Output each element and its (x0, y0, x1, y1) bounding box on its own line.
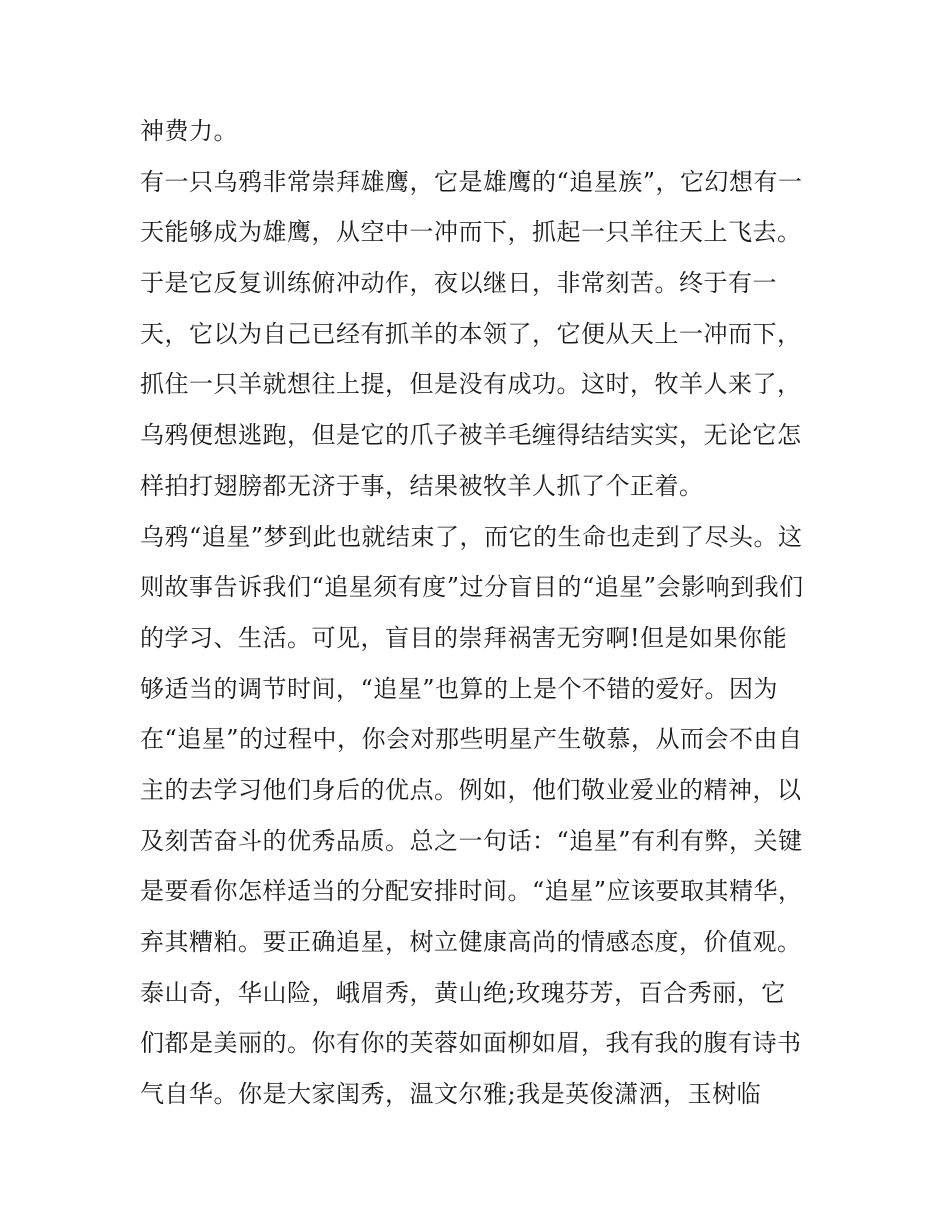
body-text (140, 106, 820, 1120)
text-line: 天，它以为自己已经有抓羊的本领了，它便从天上一冲而下， (140, 319, 802, 348)
text-line: 主的去学习他们身后的优点。例如，他们敬业爱业的精神，以 (140, 775, 802, 804)
text-line: 神费力。 (140, 117, 238, 145)
text-line: 天能够成为雄鹰，从空中一冲而下，抓起一只羊往天上飞去。 (140, 218, 802, 247)
text-line: 及刻苦奋斗的优秀品质。总之一句话：“追星”有利有弊，关键 (140, 826, 803, 855)
text-line: 样拍打翅膀都无济于事，结果被牧羊人抓了个正着。 (140, 471, 704, 500)
text-line: 于是它反复训练俯冲动作，夜以继日，非常刻苦。终于有一 (140, 269, 777, 298)
text-line: 泰山奇，华山险，峨眉秀，黄山绝;玫瑰芬芳，百合秀丽，它 (140, 978, 786, 1007)
text-line: 则故事告诉我们“追星须有度”过分盲目的“追星”会影响到我们 (140, 573, 804, 602)
text-line: 气自华。你是大家闺秀，温文尔雅;我是英俊潇洒，玉树临 (140, 1080, 762, 1109)
text-line: 乌鸦“追星”梦到此也就结束了，而它的生命也走到了尽头。这 (140, 522, 803, 551)
text-line: 有一只乌鸦非常崇拜雄鹰，它是雄鹰的“追星族”，它幻想有一 (140, 167, 803, 196)
text-line: 是要看你怎样适当的分配安排时间。“追星”应该要取其精华， (140, 877, 803, 906)
text-line: 够适当的调节时间，“追星”也算的上是个不错的爱好。因为 (140, 674, 779, 703)
text-line: 在“追星”的过程中，你会对那些明星产生敬慕，从而会不由自 (140, 725, 803, 754)
text-line: 们都是美丽的。你有你的芙蓉如面柳如眉，我有我的腹有诗书 (140, 1029, 802, 1058)
text-line: 乌鸦便想逃跑，但是它的爪子被羊毛缠得结结实实，无论它怎 (140, 421, 802, 450)
text-line: 抓住一只羊就想往上提，但是没有成功。这时，牧羊人来了， (140, 370, 802, 399)
text-line: 弃其糟粕。要正确追星，树立健康高尚的情感态度，价值观。 (140, 928, 802, 956)
text-line: 的学习、生活。可见，盲目的崇拜祸害无穷啊!但是如果你能 (140, 623, 788, 652)
